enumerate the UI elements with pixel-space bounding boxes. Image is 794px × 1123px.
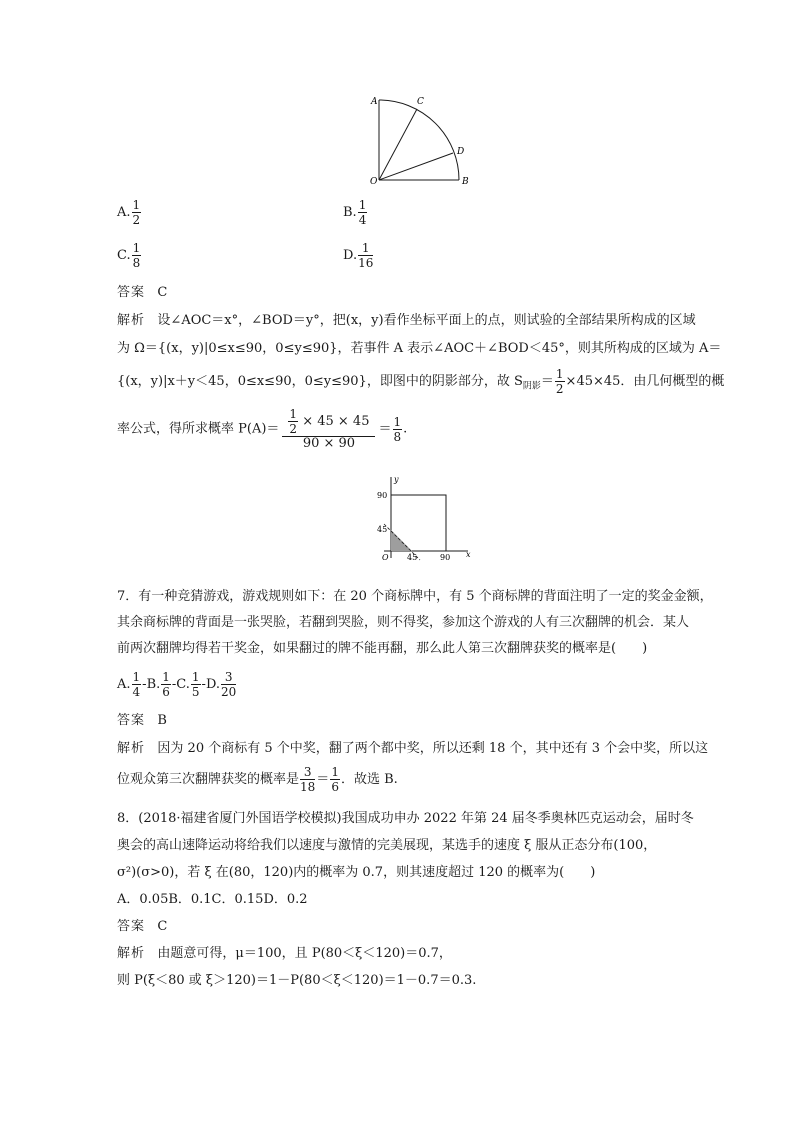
q8-analysis-line1 [117,945,452,963]
q8-answer [117,918,167,936]
q6-analysis-line4 [117,407,407,452]
y-tick-45: 45 [377,525,388,534]
answer-label: 答案 [117,285,146,300]
analysis-text: 设∠AOC＝x°，∠BOD＝y°，把(x，y)看作坐标平面上的点，则试验的全部结果所构成的区域 [157,313,696,328]
q7-answer [117,712,167,730]
x-axis-label: x [466,550,471,559]
analysis-text: 率公式，得所求概率 P(A)＝ [117,421,280,437]
analysis-label: 解析 [117,313,146,328]
answer-value: B [157,713,167,728]
option-fraction: $\frac{1}{4}$ [358,198,367,227]
option-letter: -B. [142,677,161,692]
analysis-text: 由题意可得，μ＝100，且 P(80＜ξ＜120)＝0.7， [157,946,452,961]
q8-stem-line2: 奥会的高山速降运动将给我们以速度与激情的完美展现，某选手的速度 ξ 服从正态分布(100， [117,838,657,853]
answer-value: C [157,285,168,300]
q7-stem-line2: 其余商标牌的背面是一张哭脸，若翻到哭脸，则不得奖，参加这个游戏的人有三次翻牌的机会．某人 [117,615,690,630]
analysis-text: 则 P(ξ＜80 或 ξ＞120)＝1－P(80＜ξ＜120)＝1－0.7＝0.3. [117,973,477,988]
shaded-region [391,530,412,551]
segment-oc [379,109,417,180]
q6-option-b[interactable] [343,198,368,227]
option-fraction: $\frac{1}{6}$ [162,670,170,699]
region-figure [360,472,480,567]
analysis-label: 解析 [117,741,146,756]
analysis-text: ＝ [378,421,392,437]
q8-stem-line1: 8．(2018·福建省厦门外国语学校模拟)我国成功申办 2022 年第 24 届冬季奥林匹克运动会，届时冬 [117,811,694,826]
analysis-text: 因为 20 个商标有 5 个中奖，翻了两个都中奖，所以还剩 18 个，其中还有 3 个会中奖，所以这 [157,741,709,756]
analysis-text: ．故选 B. [340,772,398,787]
q6-option-a[interactable] [117,198,142,227]
option-fraction: $\frac{1}{16}$ [358,241,374,270]
q7-stem-line3: 前两次翻牌均得若干奖金，如果翻过的牌不能再翻，那么此人第三次翻牌获奖的概率是( ) [117,641,648,656]
option-letter: -C. [171,677,190,692]
option-fraction: $\frac{1}{2}$ [132,198,141,227]
option-letter: B. [343,205,357,220]
label-c: C [417,97,424,107]
fraction: $\frac{3}{18}$ [300,765,316,794]
probability-fraction: $\frac{1}{2}$ × 45 × 45 90 × 90 [282,407,375,451]
q6-option-c[interactable] [117,241,142,270]
analysis-label: 解析 [117,946,146,961]
origin-label: O [382,553,389,562]
quarter-circle-figure [365,90,475,190]
q7-options[interactable] [117,668,237,702]
y-axis-label: y [394,475,399,484]
segment-od [379,153,453,180]
q8-options[interactable]: A．0.05B．0.1C．0.15D．0.2 [117,892,308,907]
q6-analysis-line1 [117,312,696,330]
fraction: $\frac{1}{8}$ [393,414,402,444]
analysis-text: ×45×45．由几何概型的概 [565,374,725,389]
option-fraction: $\frac{3}{20}$ [221,670,237,699]
q7-stem-line1: 7．有一种竞猜游戏，游戏规则如下：在 20 个商标牌中，有 5 个商标牌的背面注明了一定的奖金金额， [117,589,713,604]
q6-analysis-line2 [117,340,721,358]
subscript: 阴影 [522,381,541,392]
option-letter: A. [117,205,131,220]
fraction: $\frac{1}{2}$ [555,367,564,396]
fraction: $\frac{1}{6}$ [331,765,339,794]
q8-stem-line3: σ²)(σ>0)，若 ξ 在(80，120)内的概率为 0.7，则其速度超过 120 的概率为( ) [117,865,596,880]
answer-label: 答案 [117,919,146,934]
x-tick-45: 45 [407,553,418,562]
q8-analysis-line2 [117,972,476,990]
analysis-text: 位观众第三次翻牌获奖的概率是 [117,772,300,787]
option-fraction: $\frac{1}{8}$ [132,241,141,270]
answer-label: 答案 [117,713,146,728]
analysis-text: ＝ [316,772,330,787]
label-o: O [370,177,378,187]
analysis-text: ＝ [540,374,554,389]
quarter-arc [379,100,459,180]
q6-answer [117,284,167,302]
option-letter: D. [343,248,358,263]
option-letter: -D. [201,677,221,692]
q7-analysis-line2 [117,763,398,797]
q6-analysis-line3 [117,367,724,396]
answer-value: C [157,919,168,934]
option-letter: A. [117,677,131,692]
label-b: B [462,177,469,187]
analysis-text: {(x，y)|x＋y＜45，0≤x≤90，0≤y≤90}，即图中的阴影部分，故 S [117,374,523,389]
analysis-text: 为 Ω＝{(x，y)|0≤x≤90，0≤y≤90}，若事件 A 表示∠AOC＋∠BOD＜45°，则其所构成的区域为 A＝ [117,341,722,356]
x-tick-90: 90 [440,553,451,562]
option-letter: C. [117,248,131,263]
y-tick-90: 90 [377,491,388,500]
label-a: A [371,97,378,107]
option-fraction: $\frac{1}{5}$ [191,670,200,699]
analysis-text: . [403,421,408,437]
label-d: D [457,147,465,157]
q6-option-d[interactable] [343,241,374,270]
option-fraction: $\frac{1}{4}$ [132,670,141,699]
q7-analysis-line1 [117,740,708,758]
